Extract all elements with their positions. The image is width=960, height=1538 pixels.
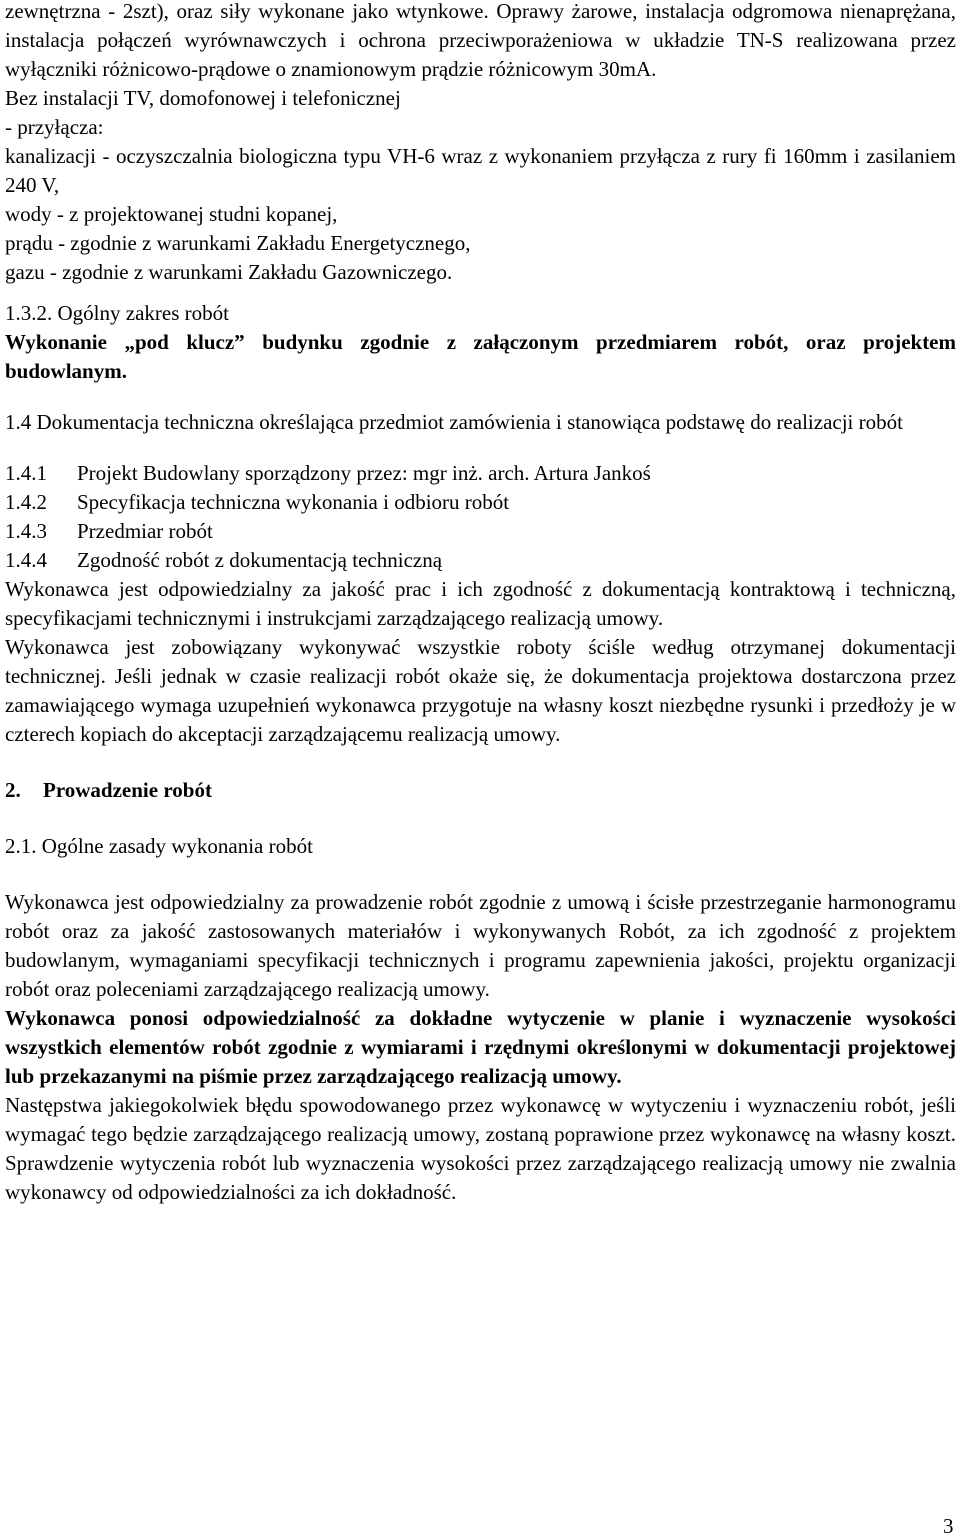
general-rules-paragraph-2-bold: Wykonawca ponosi odpowiedzialność za dokładne wytyczenie w planie i wyznaczenie wysokości wszystkich elementów robót zgodnie z wymiarami i rzędnymi określonymi w dokumentacji projektowej lub przekazanymi na piśmie przez zarządzającego realizacją umowy.: [5, 1006, 956, 1088]
intro-line-connections: - przyłącza:: [5, 115, 104, 139]
list-item-text: Zgodność robót z dokumentacją techniczną: [77, 548, 443, 572]
intro-line-sewage: kanalizacji - oczyszczalnia biologiczna typu VH-6 wraz z wykonaniem przyłącza z rury fi 160mm i zasilaniem 240 V,: [5, 144, 956, 197]
intro-line-gas: gazu - zgodnie z warunkami Zakładu Gazowniczego.: [5, 260, 453, 284]
list-item: [5, 517, 956, 546]
intro-line-power: prądu - zgodnie z warunkami Zakładu Energetycznego,: [5, 231, 471, 255]
compliance-paragraph-1: Wykonawca jest odpowiedzialny za jakość prac i ich zgodność z dokumentacją kontraktową i techniczną, specyfikacjami technicznymi i instrukcjami zarządzającego realizacją umowy.: [5, 577, 956, 630]
list-item: [5, 546, 956, 575]
list-item: [5, 488, 956, 517]
list-item-text: Projekt Budowlany sporządzony przez: mgr inż. arch. Artura Jankoś: [77, 461, 651, 485]
section-2-heading: [5, 776, 956, 805]
list-item-text: Specyfikacja techniczna wykonania i odbioru robót: [77, 490, 510, 514]
general-rules-paragraph-1: Wykonawca jest odpowiedzialny za prowadzenie robót zgodnie z umową i ścisłe przestrzeganie harmonogramu robót oraz za jakość zastosowanych materiałów i wykonywanych Robót, za ich zgodność z projektem budowlanym, wymaganiami specyfikacji technicznych i programu zapewnienia jakości, projektu organizacji robót oraz poleceniami zarządzającego realizacją umowy.: [5, 890, 956, 1001]
list-item-number: 1.4.4: [5, 548, 47, 572]
section-2-number: 2.: [5, 778, 21, 802]
section-2-1-heading: 2.1. Ogólne zasady wykonania robót: [5, 834, 313, 858]
section-2-title: Prowadzenie robót: [43, 778, 212, 802]
intro-paragraph: zewnętrzna - 2szt), oraz siły wykonane jako wtynkowe. Oprawy żarowe, instalacja odgromowa nienaprężana, instalacja połączeń wyrównawczych i ochrona przeciwporażeniowa w układzie TN-S realizowana przez wyłączniki różnicowo-prądowe o znamionowym prądzie różnicowym 30mA.: [5, 0, 956, 81]
compliance-paragraph-2: Wykonawca jest zobowiązany wykonywać wszystkie roboty ściśle według otrzymanej dokumentacji technicznej. Jeśli jednak w czasie realizacji robót okaże się, że dokumentacja projektowa dostarczona przez zamawiającego wymaga uzupełnień wykonawca przygotuje na własny koszt niezbędne rysunki i przedłoży je w czterech kopiach do akceptacji zarządzającemu realizacją umowy.: [5, 635, 956, 746]
documentation-list: [5, 459, 956, 575]
list-item-number: 1.4.1: [5, 461, 47, 485]
section-1-3-2-bold-text: Wykonanie „pod klucz” budynku zgodnie z załączonym przedmiarem robót, oraz projektem budowlanym.: [5, 330, 956, 383]
intro-line-tv: Bez instalacji TV, domofonowej i telefonicznej: [5, 86, 401, 110]
page-number: 3: [943, 1514, 954, 1538]
list-item-text: Przedmiar robót: [77, 519, 213, 543]
list-item: [5, 459, 956, 488]
document-page: [5, 0, 956, 1207]
intro-line-water: wody - z projektowanej studni kopanej,: [5, 202, 338, 226]
list-item-number: 1.4.3: [5, 519, 47, 543]
section-1-3-2-heading: 1.3.2. Ogólny zakres robót: [5, 301, 229, 325]
list-item-number: 1.4.2: [5, 490, 47, 514]
section-1-4-heading: 1.4 Dokumentacja techniczna określająca przedmiot zamówienia i stanowiąca podstawę do realizacji robót: [5, 410, 903, 434]
general-rules-paragraph-3: Następstwa jakiegokolwiek błędu spowodowanego przez wykonawcę w wytyczeniu i wyznaczeniu robót, jeśli wymagać tego będzie zarządzającego realizacją umowy, zostaną poprawione przez wykonawcę na własny koszt. Sprawdzenie wytyczenia robót lub wyznaczenia wysokości przez zarządzającego realizacją umowy nie zwalnia wykonawcy od odpowiedzialności za ich dokładność.: [5, 1093, 956, 1204]
